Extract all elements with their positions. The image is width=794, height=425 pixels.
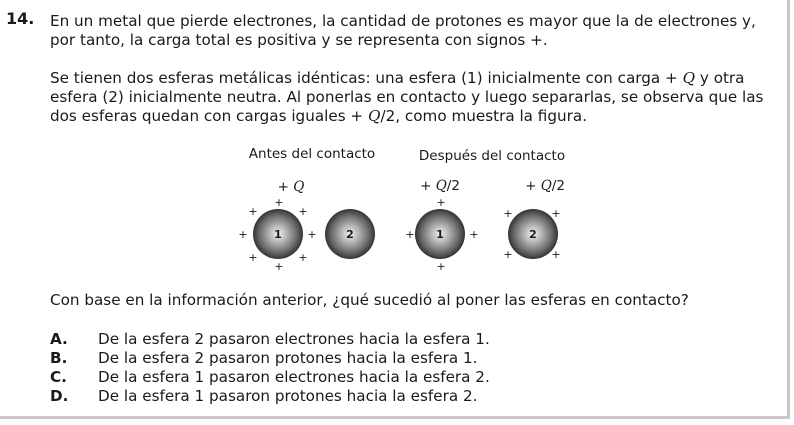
setup-paragraph: Se tienen dos esferas metálicas idénticas: una esfera (1) inicialmente con carga + Q y otra esfera (2) inicialmente neutra. Al ponerlas en contacto y luego separarlas, se observa que las dos esferas quedan con cargas iguales + Q/2, como muestra la figura. [50,69,764,125]
option-letter: C. [50,368,67,386]
plus-sign: + [238,228,248,241]
plus-sign: + [551,248,561,261]
plus-sign: + [248,205,258,218]
after-contact-label: Después del contacto [418,148,566,164]
plus-sign: + [307,228,317,241]
plus-sign: + [503,248,513,261]
plus-sign: + [274,260,284,273]
charge-label-before: + Q [277,179,305,195]
plus-sign: + [551,207,561,220]
sphere-1-after-number: 1 [436,228,444,241]
charge-label-after-1: + Q/2 [420,178,460,194]
option-letter: B. [50,349,68,367]
plus-sign: + [503,207,513,220]
plus-sign: + [274,196,284,209]
plus-sign: + [469,228,479,241]
question-prompt: Con base en la información anterior, ¿qué sucedió al poner las esferas en contacto? [50,291,689,309]
sphere-2-after-number: 2 [529,228,537,241]
plus-sign: + [298,251,308,264]
plus-sign: + [436,260,446,273]
sphere-2-before-number: 2 [346,228,354,241]
charge-label-after-2: + Q/2 [525,178,565,194]
option-letter: A. [50,330,68,348]
option-text: De la esfera 2 pasaron electrones hacia la esfera 1. [98,330,490,348]
option-text: De la esfera 2 pasaron protones hacia la esfera 1. [98,349,478,367]
plus-sign: + [436,196,446,209]
plus-sign: + [298,205,308,218]
sphere-1-before-number: 1 [274,228,282,241]
option-text: De la esfera 1 pasaron electrones hacia la esfera 2. [98,368,490,386]
plus-sign: + [248,251,258,264]
option-letter: D. [50,387,69,405]
option-text: De la esfera 1 pasaron protones hacia la esfera 2. [98,387,478,405]
plus-sign: + [405,228,415,241]
before-contact-label: Antes del contacto [248,146,376,162]
question-number: 14. [6,9,35,28]
intro-paragraph: En un metal que pierde electrones, la cantidad de protones es mayor que la de electrones y, por tanto, la carga total es positiva y se representa con signos +. [50,12,756,49]
